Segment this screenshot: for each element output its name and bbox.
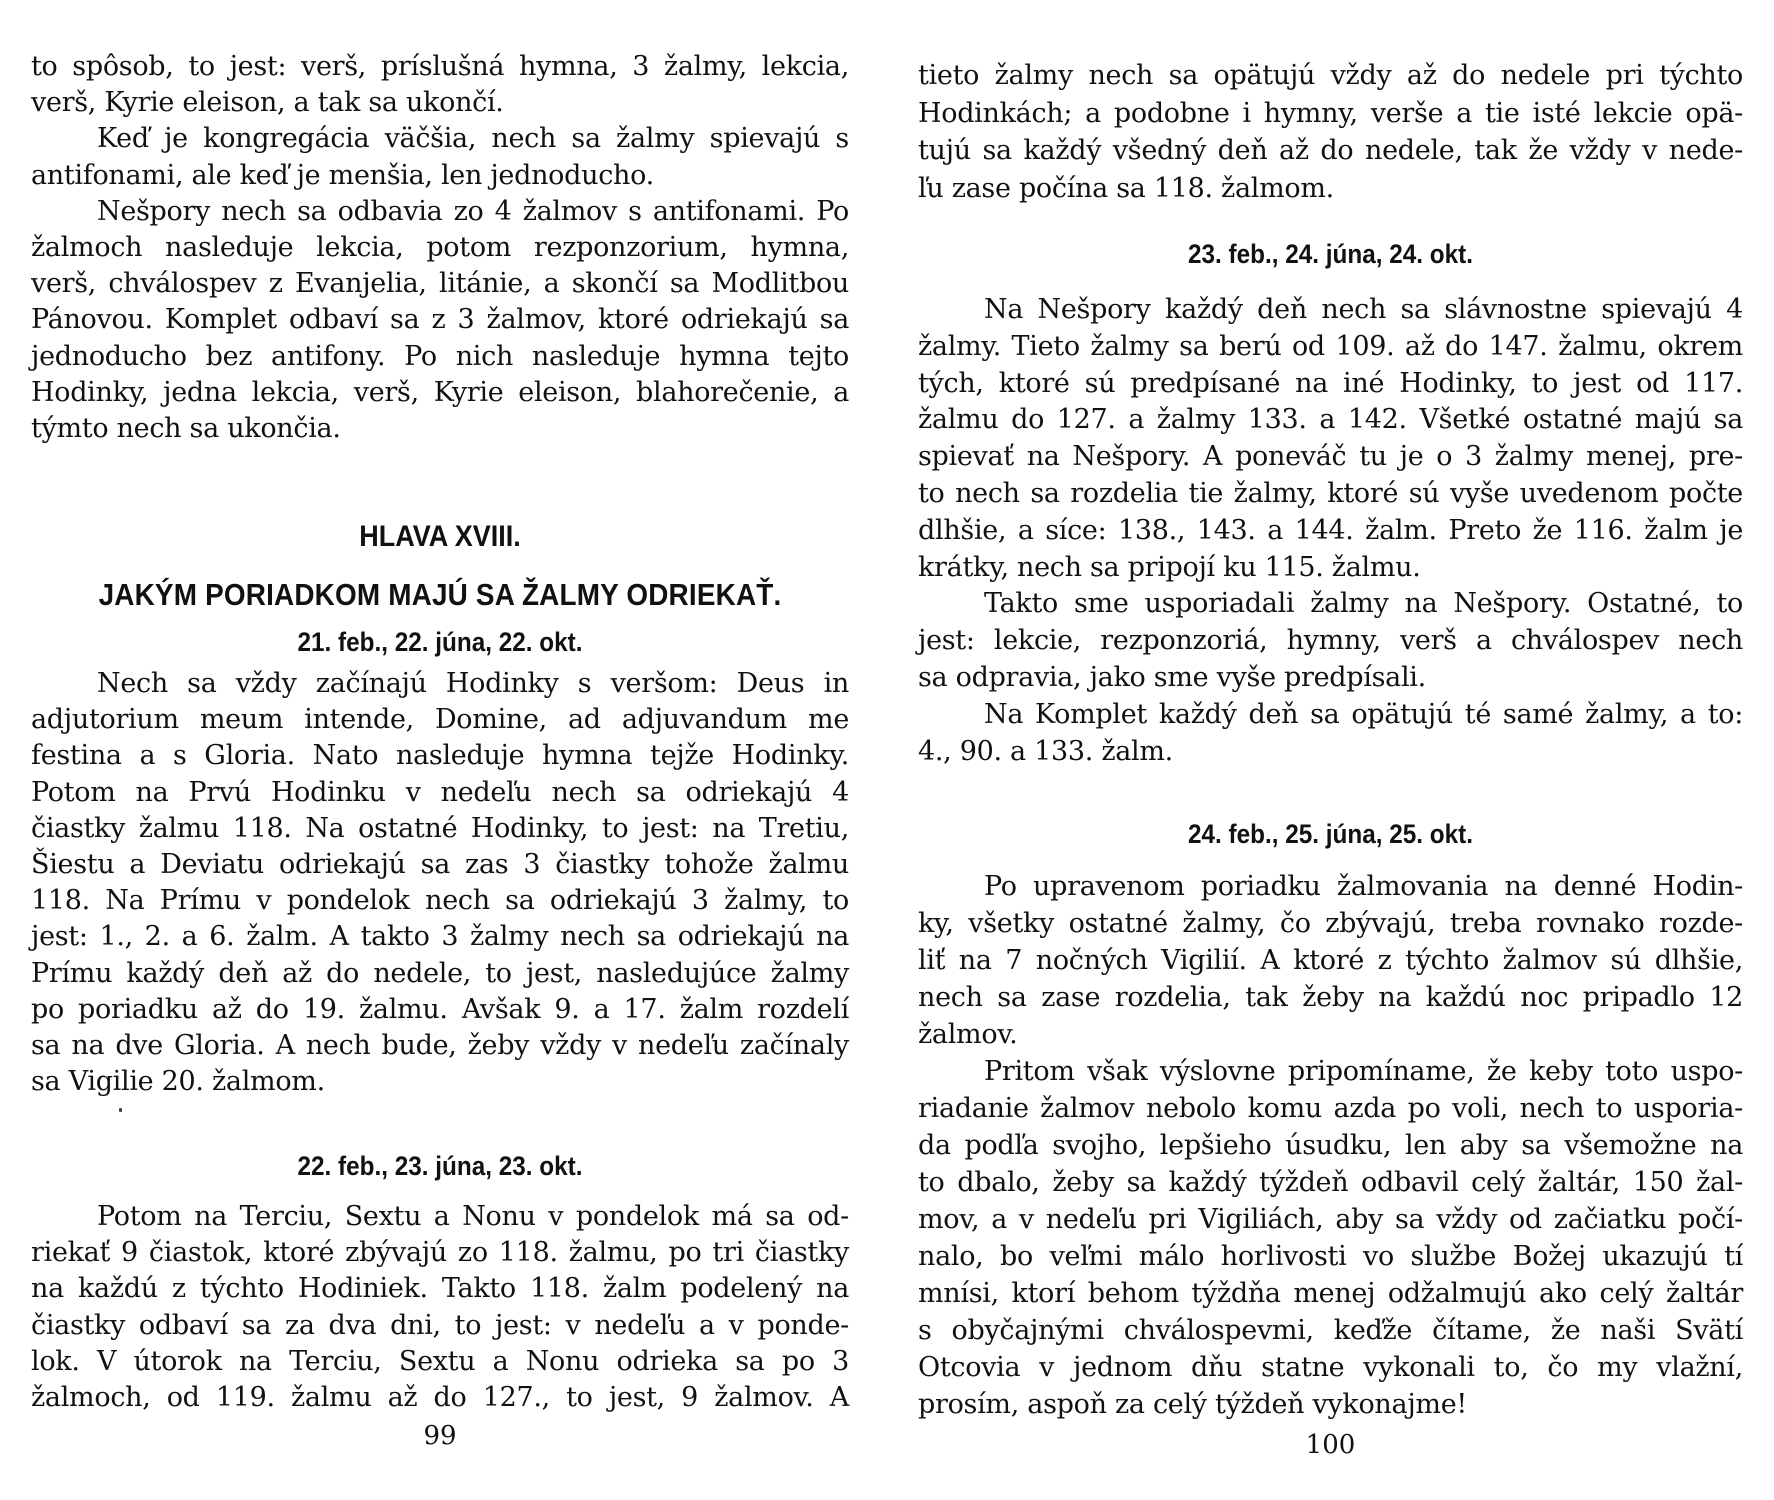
text-line: tieto žalmy nech sa opätujú vždy až do nedele pri týchto	[918, 60, 1743, 91]
text-line: Otcovia v jednom dňu statne vykonali to, čo my vlažní,	[918, 1352, 1743, 1383]
chapter-title: JAKÝM PORIADKOM MAJÚ SA ŽALMY ODRIEKAŤ.	[98, 577, 782, 612]
text-line: verš, Kyrie eleison, a tak sa ukončí.	[31, 87, 504, 119]
text-line: žalmu do 127. a žalmy 133. a 142. Všetké ostatné majú sa	[918, 404, 1743, 436]
text-line: jednoducho bez antifony. Po nich nasleduje hymna tejto	[31, 340, 849, 372]
text-line: mov, a v nedeľu pri Vigiliách, aby sa vždy od začiatku počí-	[918, 1204, 1743, 1235]
text-line: adjutorium meum intende, Domine, ad adjuvandum me	[31, 704, 849, 736]
text-line: riadanie žalmov nebolo komu azda po voli, nech to usporia-	[918, 1093, 1743, 1124]
text-line: festina a s Gloria. Nato nasleduje hymna tejže Hodinky.	[31, 740, 849, 772]
print-speck	[119, 1108, 122, 1112]
section-date-heading-1: 21. feb., 22. júna, 22. okt.	[297, 627, 583, 657]
right-page	[918, 0, 1743, 1500]
text-line: Nešpory nech sa odbavia zo 4 žalmov s antifonami. Po	[97, 195, 849, 227]
text-line: to dbalo, žeby sa každý týždeň odbavil celý žaltár, 150 žal-	[918, 1167, 1743, 1198]
text-line: spievať na Nešpory. A poneváč tu je o 3 žalmy menej, pre-	[918, 441, 1743, 473]
text-line: Na Komplet každý deň sa opätujú té samé žalmy, a to:	[984, 698, 1743, 730]
text-line: ľu zase počína sa 118. žalmom.	[918, 172, 1334, 204]
text-line: žalmy. Tieto žalmy sa berú od 109. až do 147. žalmu, okrem	[918, 330, 1743, 362]
text-line: krátky, nech sa pripojí ku 115. žalmu.	[918, 551, 1421, 583]
text-line: Nech sa vždy začínajú Hodinky s veršom: Deus in	[97, 668, 849, 699]
text-line: dlhšie, a síce: 138., 143. a 144. žalm. Preto že 116. žalm je	[918, 514, 1743, 546]
section-date-heading-3: 23. feb., 24. júna, 24. okt.	[1188, 239, 1473, 269]
text-line: liť na 7 nočných Vigilií. A ktoré z týchto žalmov sú dlhšie,	[918, 945, 1743, 976]
text-line: žalmov.	[918, 1019, 1018, 1050]
section-date-heading-2: 22. feb., 23. júna, 23. okt.	[297, 1151, 583, 1181]
text-line: to nech sa rozdelia tie žalmy, ktoré sú vyše uvedenom počte	[918, 478, 1743, 509]
page-number-left: 99	[423, 1421, 457, 1451]
text-line: tujú sa každý všedný deň až do nedele, tak že vždy v nede-	[918, 135, 1743, 166]
text-line: antifonami, ale keď je menšia, len jednoducho.	[31, 159, 654, 191]
text-line: Na Nešpory každý deň nech sa slávnostne spievajú 4	[984, 294, 1743, 325]
text-line: Šiestu a Deviatu odriekajú sa zas 3 čiastky tohože žalmu	[31, 849, 849, 880]
text-line: lok. V útorok na Terciu, Sextu a Nonu odrieka sa po 3	[31, 1345, 849, 1377]
text-line: ky, všetky ostatné žalmy, čo zbývajú, treba rovnako rozde-	[918, 908, 1743, 939]
text-line: Po upravenom poriadku žalmovania na denné Hodin-	[984, 871, 1743, 902]
text-line: na každú z týchto Hodiniek. Takto 118. žalm podelený na	[31, 1273, 849, 1305]
left-page	[31, 0, 849, 1500]
text-line: Hodinky, jedna lekcia, verš, Kyrie eleison, blahorečenie, a	[31, 376, 849, 408]
text-line: týmto nech sa ukončia.	[31, 413, 341, 444]
text-line: po poriadku až do 19. žalmu. Avšak 9. a 17. žalm rozdelí	[31, 993, 849, 1025]
text-line: Prímu každý deň až do nedele, to jest, nasledujúce žalmy	[31, 957, 849, 989]
text-line: jest: lekcie, rezponzoriá, hymny, verš a chválospev nech	[918, 625, 1743, 657]
text-line: nech sa zase rozdelia, tak žeby na každú noc pripadlo 12	[918, 982, 1743, 1013]
text-line: sa na dve Gloria. A nech bude, žeby vždy v nedeľu začínaly	[31, 1030, 849, 1061]
text-line: tých, ktoré sú predpísané na iné Hodinky, to jest od 117.	[918, 367, 1743, 399]
text-line: s obyčajnými chválospevmi, keďže čítame, že naši Svätí	[918, 1315, 1743, 1346]
text-line: Takto sme usporiadali žalmy na Nešpory. Ostatné, to	[984, 588, 1743, 620]
text-line: sa Vigilie 20. žalmom.	[31, 1066, 325, 1098]
text-line: 4., 90. a 133. žalm.	[918, 735, 1173, 767]
text-line: Keď je kongregácia väčšia, nech sa žalmy spievajú s	[97, 123, 849, 155]
text-line: mnísi, ktorí behom týždňa menej odžalmujú ako celý žaltár	[918, 1278, 1743, 1309]
chapter-heading: HLAVA XVIII.	[359, 520, 521, 553]
text-line: sa odpravia, jako sme vyše predpísali.	[918, 662, 1426, 693]
text-line: 118. Na Prímu v pondelok nech sa odriekajú 3 žalmy, to	[31, 885, 849, 917]
text-line: Potom na Prvú Hodinku v nedeľu nech sa odriekajú 4	[31, 776, 849, 808]
text-line: da podľa svojho, lepšieho úsudku, len aby sa všemožne na	[918, 1130, 1743, 1161]
text-line: nalo, bo veľmi málo horlivosti vo službe Božej ukazujú tí	[918, 1241, 1743, 1272]
text-line: prosím, aspoň za celý týždeň vykonajme!	[918, 1389, 1467, 1420]
text-line: žalmoch nasleduje lekcia, potom rezponzorium, hymna,	[31, 232, 849, 263]
text-line: Pánovou. Komplet odbaví sa z 3 žalmov, ktoré odriekajú sa	[31, 304, 849, 336]
text-line: čiastky žalmu 118. Na ostatné Hodinky, to jest: na Tretiu,	[31, 812, 849, 844]
text-line: Potom na Terciu, Sextu a Nonu v pondelok má sa od-	[97, 1201, 849, 1232]
text-line: jest: 1., 2. a 6. žalm. A takto 3 žalmy nech sa odriekajú na	[31, 921, 849, 953]
text-line: to spôsob, to jest: verš, príslušná hymna, 3 žalmy, lekcia,	[31, 51, 849, 82]
text-line: žalmoch, od 119. žalmu až do 127., to jest, 9 žalmov. A	[31, 1382, 849, 1413]
text-line: čiastky odbaví sa za dva dni, to jest: v nedeľu a v ponde-	[31, 1309, 849, 1341]
section-date-heading-4: 24. feb., 25. júna, 25. okt.	[1188, 819, 1473, 849]
text-line: Pritom však výslovne pripomíname, že keby toto uspo-	[984, 1056, 1743, 1087]
text-line: verš, chválospev z Evanjelia, litánie, a skončí sa Modlitbou	[31, 268, 849, 300]
text-line: riekať 9 čiastok, ktoré zbývajú zo 118. žalmu, po tri čiastky	[31, 1237, 849, 1269]
page-number-right: 100	[1305, 1430, 1356, 1460]
text-line: Hodinkách; a podobne i hymny, verše a tie isté lekcie opä-	[918, 97, 1743, 129]
